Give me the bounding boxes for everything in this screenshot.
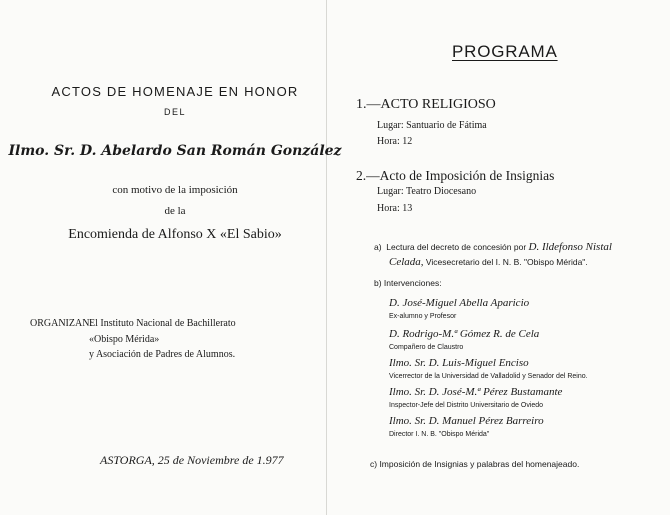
organizers-label: ORGANIZAN: [30,318,93,329]
item1-heading: 1.—ACTO RELIGIOSO [356,97,496,112]
speaker-5-name: Ilmo. Sr. D. Manuel Pérez Barreiro [389,415,544,427]
item-c-text: c) Imposición de Insignias y palabras del homenajeado. [370,459,580,469]
place-date: ASTORGA, 25 de Noviembre de 1.977 [100,453,284,467]
speaker-1-role: Ex-alumno y Profesor [389,313,457,320]
speaker-5-role: Director I. N. B. "Obispo Mérida" [389,431,490,438]
left-heading: ACTOS DE HOMENAJE EN HONOR [51,84,299,99]
speaker-4-name: Ilmo. Sr. D. José-M.ª Pérez Bustamante [389,386,563,398]
fold-line [326,0,327,515]
speaker-3-role: Vicerrector de la Universidad de Valladolid y Senador del Reino. [389,373,588,380]
item1-place: Lugar: Santuario de Fátima [377,120,487,131]
de-la-text: de la [164,205,186,217]
speaker-2-role: Compañero de Claustro [389,344,464,351]
item-a-prefix: a) Lectura del decreto de concesión por [374,242,529,252]
item-a-name-cont: Celada, [389,256,424,268]
item-b-label: b) Intervenciones: [374,278,442,288]
item-a-rest: Vicesecretario del I. N. B. "Obispo Mérida". [423,257,588,267]
organizers-line-2: «Obispo Mérida» [89,334,160,345]
item1-time: Hora: 12 [377,136,413,147]
item-a-line-2 [389,252,588,270]
encomienda-title: Encomienda de Alfonso X «El Sabio» [68,227,282,242]
speaker-2-name: D. Rodrigo-M.ª Gómez R. de Cela [389,328,540,340]
item2-place: Lugar: Teatro Diocesano [377,186,477,197]
speaker-1-name: D. José-Miguel Abella Aparicio [389,297,530,309]
speaker-4-role: Inspector-Jefe del Distrito Universitario de Oviedo [389,402,544,409]
organizers-line-1: El Instituto Nacional de Bachillerato [89,318,236,329]
speaker-3-name: Ilmo. Sr. D. Luis-Miguel Enciso [389,357,529,369]
item-a-name: D. Ildefonso Nistal [528,241,612,253]
left-del: DEL [163,107,186,117]
motive-text: con motivo de la imposición [112,184,238,196]
item2-time: Hora: 13 [377,203,413,214]
organizers-line-3: y Asociación de Padres de Alumnos. [89,349,236,360]
program-title: PROGRAMA [452,42,558,61]
item2-heading: 2.—Acto de Imposición de Insignias [356,168,555,183]
honoree-name: Ilmo. Sr. D. Abelardo San Román González [8,143,342,159]
